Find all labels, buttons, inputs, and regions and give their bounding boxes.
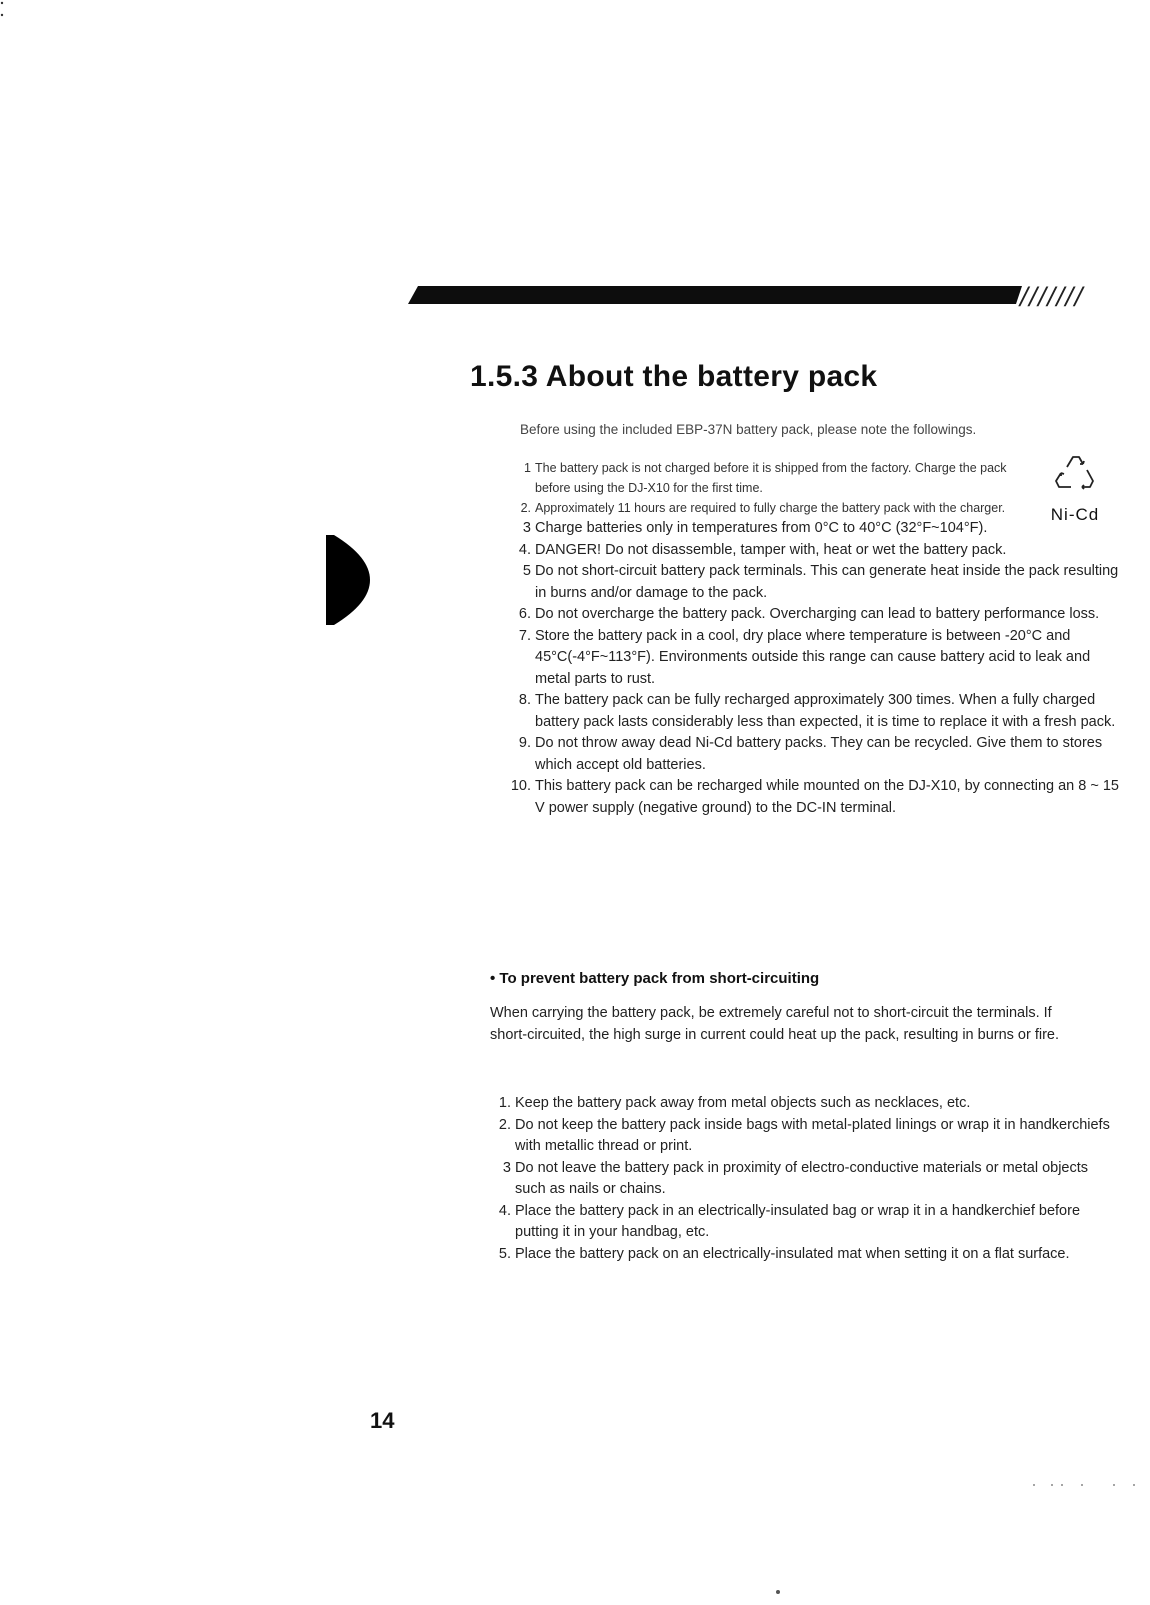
- list-item: 2. Do not keep the battery pack inside bags with metal-plated linings or wrap it in handkerchiefs with metallic thread or print.: [498, 1116, 1110, 1154]
- list-item: 4. DANGER! Do not disassemble, tamper with, heat or wet the battery pack.: [518, 541, 1007, 558]
- short-circuit-heading: • To prevent battery pack from short-circuiting: [490, 970, 820, 987]
- section-title: 1.5.3 About the battery pack: [470, 360, 878, 393]
- list-item: 3 Do not leave the battery pack in proximity of electro-conductive materials or metal objects such as nails or chains.: [502, 1159, 1089, 1197]
- section-intro: Before using the included EBP-37N battery pack, please note the followings.: [520, 422, 977, 437]
- list-item: 6. Do not overcharge the battery pack. Overcharging can lead to battery performance loss.: [518, 606, 1100, 622]
- list-item: 4. Place the battery pack in an electrically-insulated bag or wrap it in a handkerchief before putting it in your handbag, etc.: [498, 1202, 1081, 1240]
- list-item: 7. Store the battery pack in a cool, dry place where temperature is between -20°C and 45°C(-4°F~113°F). Environments outside this range can cause battery acid to leak and metal parts to rust.: [518, 627, 1091, 687]
- page-number: 14: [370, 1408, 395, 1433]
- list-item: 8. The battery pack can be fully recharged approximately 300 times. When a fully charged battery pack lasts considerably less than expected, it is time to replace it with a fresh pack.: [518, 692, 1116, 730]
- list-item: 2. Approximately 11 hours are required to fully charge the battery pack with the charger.: [520, 501, 1006, 515]
- chapter-side-tab: [326, 535, 370, 625]
- short-circuit-paragraph: When carrying the battery pack, be extremely careful not to short-circuit the terminals. If short-circuited, the high surge in current could heat up the pack, resulting in burns or fire.: [490, 1005, 1060, 1043]
- scan-noise-dots: [1030, 1475, 1140, 1481]
- list-item: 5 Do not short-circuit battery pack terminals. This can generate heat inside the pack resulting in burns and/or damage to the pack.: [522, 563, 1119, 601]
- short-circuit-list: [490, 1093, 1115, 1265]
- scan-corner-mark: [0, 0, 4, 20]
- list-item: 1 The battery pack is not charged before it is shipped from the factory. Charge the pack before using the DJ-X10 for the first time.: [524, 461, 1007, 495]
- list-item: 9. Do not throw away dead Ni-Cd battery packs. They can be recycled. Give them to stores which accept old batteries.: [518, 735, 1103, 773]
- nicd-label: Ni-Cd: [1050, 505, 1100, 524]
- list-item: 10. This battery pack can be recharged while mounted on the DJ-X10, by connecting an 8 ~ 15 V power supply (negative ground) to the DC-IN terminal.: [510, 778, 1119, 816]
- section-header-band: [408, 286, 1048, 304]
- list-item: 5. Place the battery pack on an electrically-insulated mat when setting it on a flat surface.: [498, 1245, 1070, 1262]
- battery-notes-list: [510, 458, 1122, 819]
- list-item: 1. Keep the battery pack away from metal objects such as necklaces, etc.: [498, 1095, 971, 1111]
- scan-noise-dot: [776, 1590, 780, 1594]
- header-hatch-marks: ///////: [1020, 282, 1084, 310]
- list-item: 3 Charge batteries only in temperatures from 0°C to 40°C (32°F~104°F).: [522, 520, 988, 536]
